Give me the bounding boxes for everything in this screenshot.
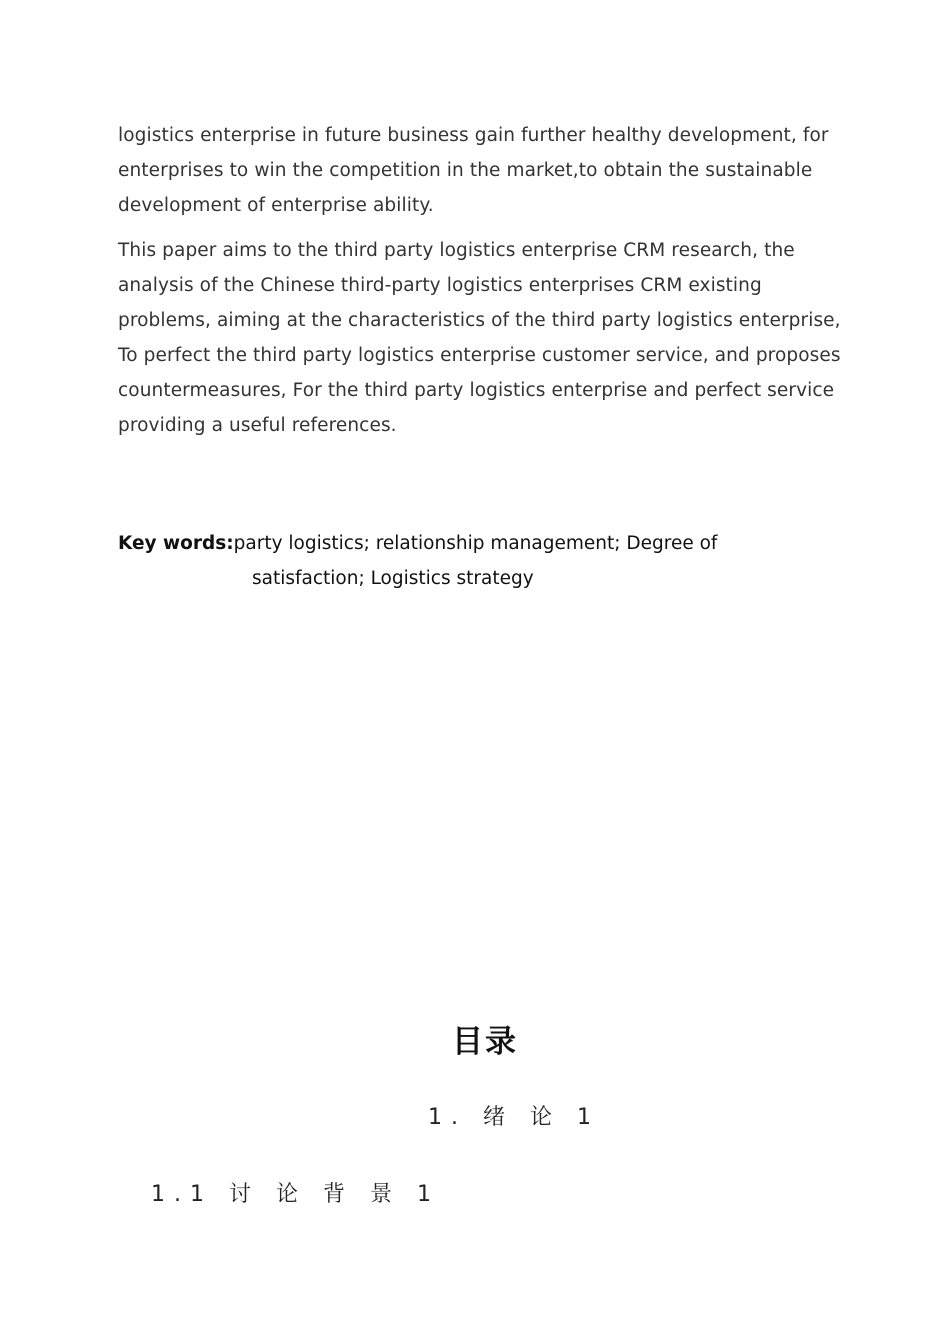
- toc-title: 目录: [452, 1024, 518, 1060]
- abstract-paragraph: logistics enterprise in future business gain further healthy development, for enterprises to win the competition in the market,to obtain the sustainable development of enterprise ability.: [118, 125, 829, 216]
- toc-entry[interactable]: 1.1 讨 论 背 景 1: [151, 1182, 440, 1207]
- keywords-text-continued: satisfaction; Logistics strategy: [252, 568, 534, 589]
- toc-entry[interactable]: 1. 绪 论 1: [428, 1105, 600, 1130]
- keywords-text: party logistics; relationship management; Degree of: [233, 533, 718, 554]
- abstract-paragraph: This paper aims to the third party logistics enterprise CRM research, the analysis of the Chinese third-party logistics enterprises CRM existing problems, aiming at the characteristics of the third party logistics enterprise, To perfect the third party logistics enterprise customer service, and proposes countermeasures, For the third party logistics enterprise and perfect service providing a useful references.: [118, 240, 841, 436]
- keywords-section: [118, 526, 818, 596]
- keywords-label: Key words:: [118, 533, 234, 554]
